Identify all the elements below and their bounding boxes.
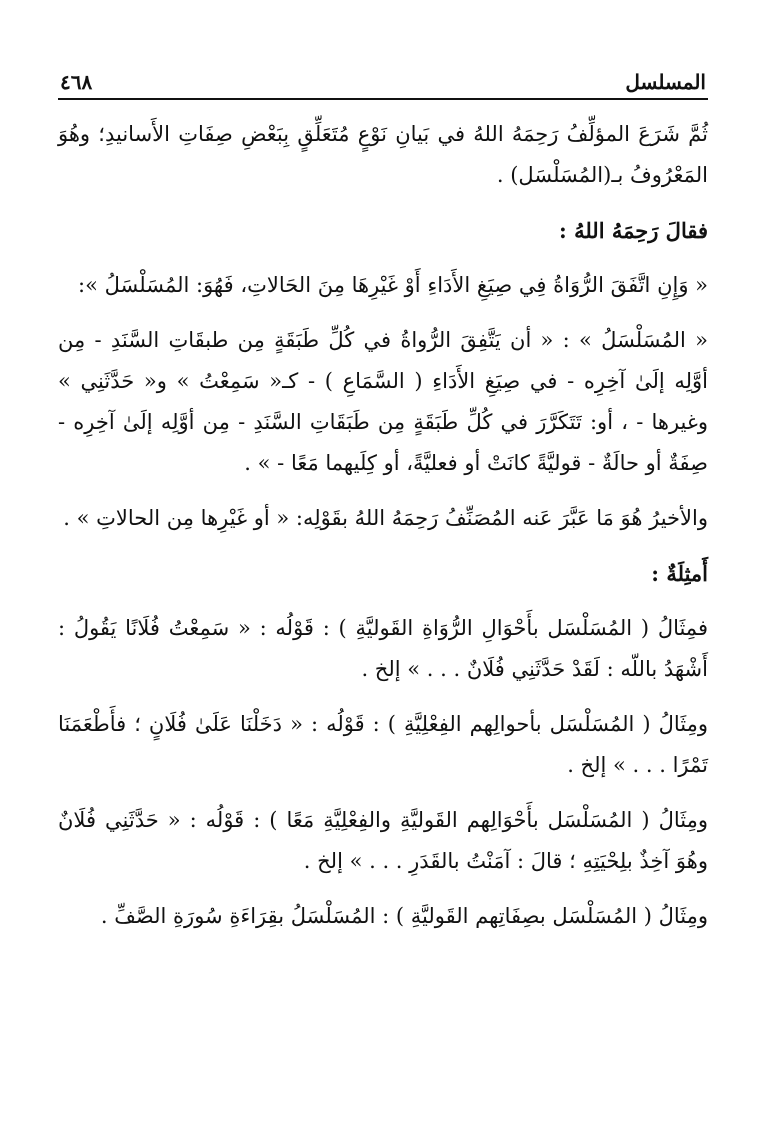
page-number: ٤٦٨ [60,70,93,94]
page-header [58,58,708,100]
matn-quote-paragraph: « وَإِنِ اتَّفَقَ الرُّوَاةُ فِي صِيَغِ الأَدَاءِ أَوْ غَيْرِهَا مِنَ الحَالاتِ، فَهُوَ: المُسَلْسَلُ »: [78,273,708,297]
page-body [58,108,708,937]
quote-intro-heading: فقالَ رَحِمَهُ اللهُ : [559,218,708,243]
book-page [58,58,708,937]
example-verbal-paragraph: فمِثَالُ ( المُسَلْسَل بأَحْوَالِ الرُّوَاةِ القَوليَّةِ ) : قَوْلُه : « سَمِعْتُ فُلَانًا يَقُولُ : أَشْهَدُ باللّه : لَقَدْ حَدَّثَنِي فُلَانٌ . . . » إلخ . [58,616,708,681]
example-actional-paragraph: ومِثَالُ ( المُسَلْسَل بأحوالِهم الفِعْلِيَّةِ ) : قَوْلُه : « دَخَلْنَا عَلَىٰ فُلَانٍ ؛ فأَطْعَمَنَا تَمْرًا . . . » إلخ . [58,712,708,777]
example-both-paragraph: ومِثَالُ ( المُسَلْسَل بأَحْوَالِهم القَوليَّةِ والفِعْلِيَّةِ مَعًا ) : قَوْلُه : « حَدَّثَنِي فُلَانٌ وهُوَ آخِذٌ بلِحْيَتِهِ ؛ قالَ : آمَنْتُ بالقَدَرِ . . . » إلخ . [58,808,708,873]
running-head: المسلسل [625,70,706,94]
definition-paragraph: « المُسَلْسَلُ » : « أن يَتَّفِقَ الرُّواةُ في كُلِّ طَبَقَةٍ مِن طبقَاتِ السَّنَدِ - مِن أوَّلِه إلَىٰ آخِرِه - في صِيَغِ الأَدَاءِ ( السَّمَاعِ ) - كـ« سَمِعْتُ » و« حَدَّثَنِي » وغيرها - ، أو: تَتَكَرَّرَ في كُلِّ طَبَقَةٍ مِن طَبَقَاتِ السَّنَدِ - مِن أوَّلِه إلَىٰ آخِرِه - صِفَةٌ أو حالَةٌ - قوليَّةً كانَتْ أو فعليَّةً، أو كِلَيهما مَعًا - » . [58,328,708,475]
explanation-paragraph: والأخيرُ هُوَ مَا عَبَّرَ عَنه المُصَنِّفُ رَحِمَهُ اللهُ بقَوْلِه: « أو غَيْرِها مِن الحالاتِ » . [63,506,708,530]
intro-paragraph: ثُمَّ شَرَعَ المؤلِّفُ رَحِمَهُ اللهُ في بَيانِ نَوْعٍ مُتَعَلِّقٍ بِبَعْضِ صِفَاتِ الأَسانيدِ؛ وهُوَ المَعْرُوفُ بـ(المُسَلْسَل) . [58,122,708,187]
example-attributes-paragraph: ومِثَالُ ( المُسَلْسَل بصِفَاتِهم القَوليَّةِ ) : المُسَلْسَلُ بقِرَاءَةِ سُورَةِ الصَّفِّ . [100,904,708,928]
examples-heading: أَمثِلَةٌ : [651,561,708,586]
